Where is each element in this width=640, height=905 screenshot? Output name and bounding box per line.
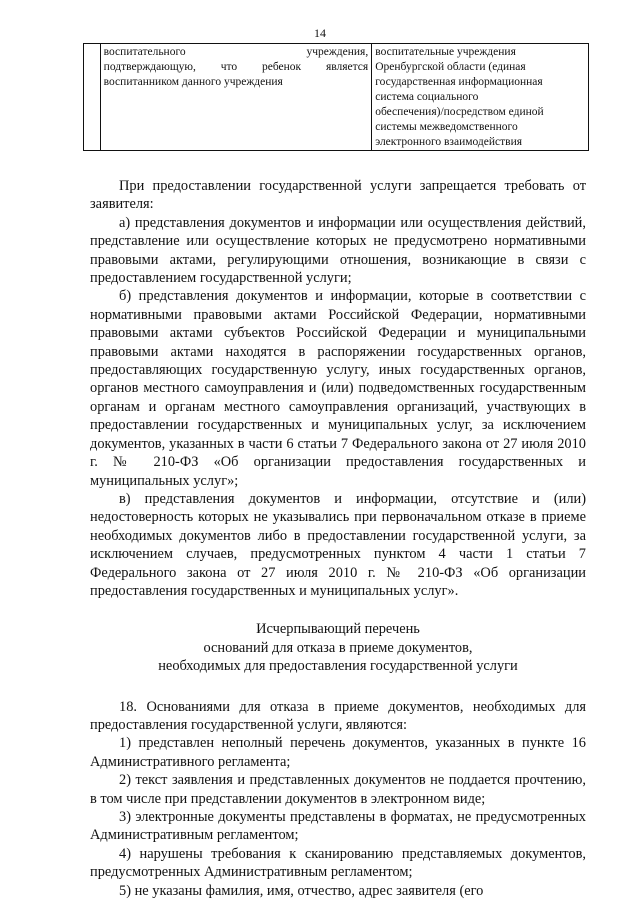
table-cell-line: воспитательные учреждения (375, 46, 516, 58)
paragraph-18-4: 4) нарушены требования к сканированию представляемых документов, предусмотренных Административным регламентом; (90, 845, 586, 881)
paragraph-item-a: а) представления документов и информации или осуществления действий, представление или осуществление которых не предусмотрено нормативными правовыми актами, регулирующими отношения, возникающие в связи с предоставлением государственной услуги; (90, 214, 586, 287)
paragraph-18-3: 3) электронные документы представлены в форматах, не предусмотренных Административным регламентом; (90, 809, 586, 844)
paragraph-18-2: 2) текст заявления и представленных документов не поддается прочтению, в том числе при представлении документов в электронном виде; (90, 772, 586, 807)
table-cell-line: обеспечения)/посредством единой (375, 106, 544, 118)
table-cell-line: воспитательного учреждения, (103, 46, 369, 58)
section-heading (90, 620, 586, 675)
table-cell-line: воспитанником данного учреждения (103, 76, 283, 88)
heading-line: оснований для отказа в приеме документов, (203, 639, 473, 656)
page-number: 14 (314, 26, 326, 40)
table-cell-line: Оренбургской области (единая (375, 61, 526, 73)
table-cell-empty (84, 44, 101, 151)
heading-line: необходимых для предоставления государственной услуги (158, 658, 518, 675)
table-cell-line: электронного взаимодействия (375, 136, 523, 148)
table-cell-source (372, 44, 589, 151)
paragraph-item-v: в) представления документов и информации, отсутствие и (или) недостоверность которых не указывались при первоначальном отказе в приеме необходимых документов либо в предоставлении государственной услуги, за исключением случаев, предусмотренных пунктом 4 части 1 статьи 7 Федерального закона от 27 июля 2010 г. № 210-ФЗ «Об организации предоставления государственных и муниципальных услуг». (90, 490, 586, 599)
paragraph-18: 18. Основаниями для отказа в приеме документов, необходимых для предоставления государственной услуги, являются: (90, 698, 586, 733)
table-row (84, 44, 589, 151)
document-body (90, 177, 586, 900)
paragraph-item-b: б) представления документов и информации, которые в соответствии с нормативными правовыми актами Российской Федерации, нормативными правовыми актами субъектов Российской Федерации и муниципальными правовыми актами находятся в распоряжении государственных органов, предоставляющих государственную услугу, иных государственных органов, органов местного самоуправления и (или) подведомственных государственным органам и органам местного самоуправления организаций, участвующих в предоставлении государственных и муниципальных услуг, за исключением документов, указанных в части 6 статьи 7 Федерального закона от 27 июля 2010 г. № 210-ФЗ «Об организации предоставления государственных и муниципальных услуг»; (90, 288, 586, 489)
table-cell-line: система социального (375, 91, 479, 103)
paragraph-intro: При предоставлении государственной услуги запрещается требовать от заявителя: (90, 178, 586, 213)
paragraph-18-1: 1) представлен неполный перечень документов, указанных в пункте 16 Административного регламента; (90, 735, 586, 770)
table-cell-document (100, 44, 372, 151)
table-cell-line: государственная информационная (375, 76, 543, 88)
paragraph-18-5: 5) не указаны фамилия, имя, отчество, адрес заявителя (его (119, 882, 484, 899)
heading-line: Исчерпывающий перечень (256, 621, 420, 638)
table-cell-line: системы межведомственного (375, 121, 518, 133)
continuation-table (83, 43, 589, 151)
table-cell-line: подтверждающую, что ребенок является (103, 61, 369, 73)
